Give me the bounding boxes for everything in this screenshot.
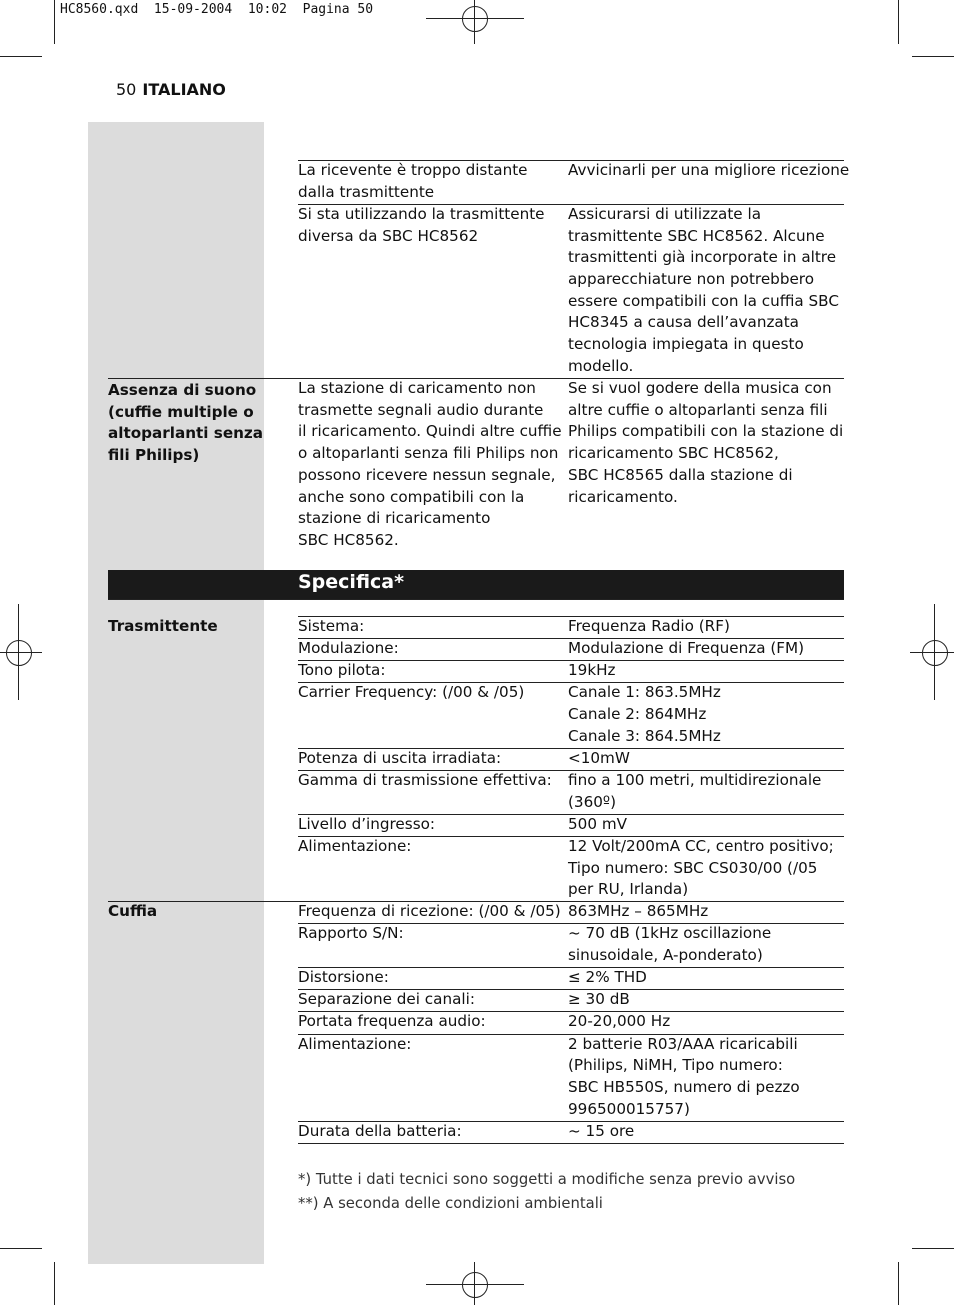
spec-value: (Philips, NiMH, Tipo numero: (568, 1056, 783, 1075)
problem-solution: Se si vuol godere della musica con (568, 379, 832, 397)
crop-mark (898, 1262, 899, 1305)
spec-value: 996500015757) (568, 1099, 690, 1118)
footnote: **) A seconda delle condizioni ambientali (298, 1195, 603, 1212)
spec-label: Potenza di uscita irradiata: (298, 748, 502, 767)
spec-label: Gamma di trasmissione effettiva: (298, 770, 552, 789)
spec-label: Modulazione: (298, 639, 399, 658)
spec-value: 20-20,000 Hz (568, 1012, 671, 1031)
problem-cause: La ricevente è troppo distante (298, 161, 528, 179)
problem-solution: Avvicinarli per una migliore ricezione (568, 161, 850, 179)
problem-solution: tecnologia impiegata in questo (568, 335, 804, 354)
table-rule (108, 599, 844, 600)
problem-solution: trasmittente SBC HC8562. Alcune (568, 226, 825, 245)
page-header (116, 80, 226, 99)
spec-group-name: Trasmittente (108, 617, 218, 635)
crop-mark (0, 1248, 42, 1249)
print-slug: HC8560.qxd 15-09-2004 10:02 Pagina 50 (60, 2, 374, 17)
problem-solution: modello. (568, 356, 634, 375)
page-number: 50 (116, 80, 137, 99)
spec-value: 12 Volt/200mA CC, centro positivo; (568, 836, 834, 855)
crop-mark (54, 0, 55, 44)
spec-label: Tono pilota: (298, 661, 386, 680)
spec-value: Modulazione di Frequenza (FM) (568, 639, 805, 658)
spec-value: sinusoidale, A-ponderato) (568, 946, 763, 965)
problem-cause: SBC HC8562. (298, 530, 399, 549)
spec-value: Canale 1: 863.5MHz (568, 683, 721, 702)
spec-value: ≤ 2% THD (568, 968, 647, 987)
problem-solution: ricaricamento SBC HC8562, (568, 444, 779, 463)
problem-cause: La stazione di caricamento non (298, 379, 536, 397)
crop-mark (898, 0, 899, 44)
spec-label: Sistema: (298, 617, 365, 635)
problem-solution: Philips compatibili con la stazione di (568, 422, 844, 441)
spec-value: 19kHz (568, 661, 616, 680)
crop-mark (54, 1262, 55, 1305)
problem-solution: altre cuffie o altoparlanti senza fili (568, 400, 828, 419)
spec-value: ≥ 30 dB (568, 990, 630, 1009)
spec-label: Separazione dei canali: (298, 990, 475, 1009)
problem-cause: diversa da SBC HC8562 (298, 226, 479, 245)
problem-solution: trasmittenti già incorporate in altre (568, 248, 837, 267)
spec-value: 863MHz – 865MHz (568, 902, 709, 921)
spec-label: Durata della batteria: (298, 1121, 462, 1140)
crop-mark (912, 1248, 954, 1249)
problem-cause: o altoparlanti senza fili Philips non (298, 444, 559, 463)
problem-solution: HC8345 a causa dell’avanzata (568, 313, 799, 332)
spec-label: Rapporto S/N: (298, 924, 404, 943)
section-language: ITALIANO (142, 80, 226, 99)
problem-cause: anche sono compatibili con la (298, 487, 525, 506)
problem-category: Assenza di suono (108, 381, 257, 399)
problem-cause: dalla trasmittente (298, 182, 435, 201)
problem-solution: Assicurarsi di utilizzate la (568, 204, 761, 223)
problem-solution: apparecchiature non potrebbero (568, 270, 815, 288)
crop-mark (912, 56, 954, 57)
spec-label: Alimentazione: (298, 836, 412, 855)
spec-label: Distorsione: (298, 968, 389, 987)
spec-label: Livello d’ingresso: (298, 814, 436, 833)
problem-solution: ricaricamento. (568, 487, 678, 506)
spec-group-name: Cuffia (108, 902, 158, 921)
spec-value: Canale 2: 864MHz (568, 705, 707, 723)
spec-label: Portata frequenza audio: (298, 1012, 486, 1031)
problem-cause: il ricaricamento. Quindi altre cuffie (298, 422, 562, 441)
spec-value: ~ 70 dB (1kHz oscillazione (568, 924, 772, 943)
spec-value: 2 batterie R03/AAA ricaricabili (568, 1034, 798, 1053)
spec-value: per RU, Irlanda) (568, 880, 689, 899)
problem-category: (cuffie multiple o (108, 402, 254, 421)
problem-solution: SBC HC8565 dalla stazione di (568, 465, 793, 484)
gray-sidebar-column (88, 122, 264, 1264)
problem-cause: stazione di ricaricamento (298, 509, 491, 528)
problem-category: altoparlanti senza (108, 424, 264, 443)
spec-label: Alimentazione: (298, 1034, 412, 1053)
spec-label: Frequenza di ricezione: (/00 & /05) (298, 902, 561, 921)
spec-value: SBC HB550S, numero di pezzo (568, 1077, 800, 1096)
spec-value: Tipo numero: SBC CS030/00 (/05 (568, 858, 818, 877)
footnote: *) Tutte i dati tecnici sono soggetti a modifiche senza previo avviso (298, 1171, 796, 1188)
spec-title: Specifica* (298, 571, 405, 593)
spec-value: fino a 100 metri, multidirezionale (568, 770, 822, 789)
problem-cause: possono ricevere nessun segnale, (298, 465, 556, 484)
problem-category: fili Philips) (108, 446, 200, 465)
spec-value: Canale 3: 864.5MHz (568, 726, 721, 745)
spec-label: Carrier Frequency: (/00 & /05) (298, 683, 525, 702)
table-rule (298, 1143, 844, 1144)
problem-cause: Si sta utilizzando la trasmittente (298, 204, 545, 223)
problem-cause: trasmette segnali audio durante (298, 400, 544, 419)
spec-value: 500 mV (568, 814, 627, 833)
spec-value: ~ 15 ore (568, 1121, 635, 1140)
problem-solution: essere compatibili con la cuffia SBC (568, 291, 839, 310)
spec-title-bar (108, 570, 844, 599)
spec-value: Frequenza Radio (RF) (568, 617, 730, 635)
spec-value: <10mW (568, 748, 630, 767)
crop-mark (0, 56, 42, 57)
spec-value: (360º) (568, 792, 616, 811)
